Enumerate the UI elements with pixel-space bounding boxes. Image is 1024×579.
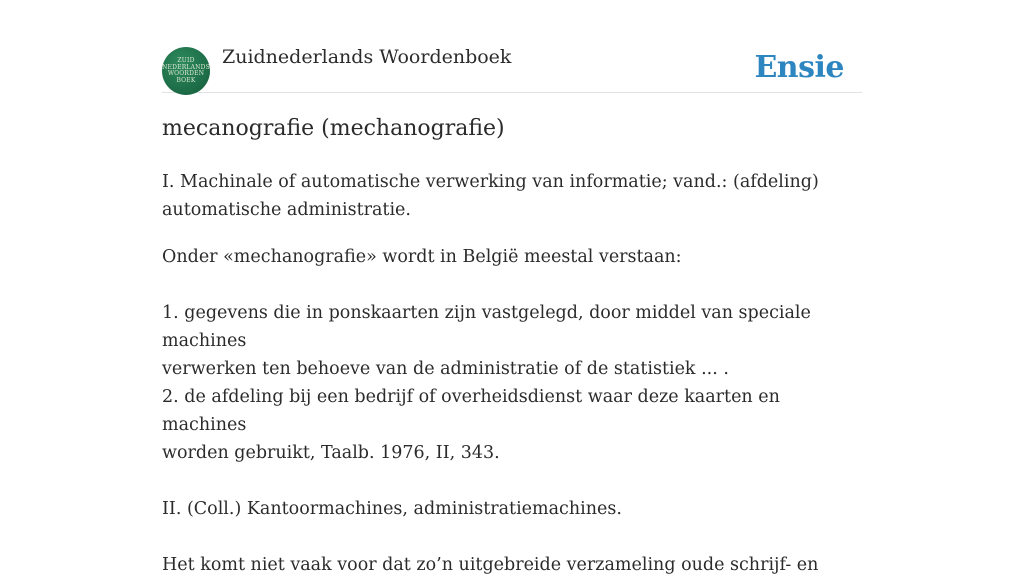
definition-1-line-2: automatische administratie. <box>162 200 411 220</box>
logo-text-line: WOORDEN <box>167 70 205 77</box>
list-item <box>162 299 862 467</box>
logo-text-line: ZUID <box>177 57 195 64</box>
item-2-line-1: 2. de afdeling bij een bedrijf of overheidsdienst waar deze kaarten en machines <box>162 387 780 435</box>
logo-text-line: BOEK <box>176 76 196 84</box>
entry-body <box>162 168 862 579</box>
intro-text: Onder «mechanografie» wordt in België meestal verstaan: <box>162 247 682 267</box>
definition-1 <box>162 168 862 224</box>
item-1-line-1: 1. gegevens die in ponskaarten zijn vastgelegd, door middel van speciale machines <box>162 303 811 351</box>
item-2-line-2: worden gebruikt, Taalb. 1976, II, 343. <box>162 443 500 463</box>
site-title[interactable]: Zuidnederlands Woordenboek <box>222 46 512 68</box>
item-1-line-2: verwerken ten behoeve van de administratie of de statistiek ... . <box>162 359 729 379</box>
site-header <box>162 44 862 93</box>
page <box>162 0 862 575</box>
logo-text-line: NEDERLANDS <box>162 63 210 71</box>
definition-2: II. (Coll.) Kantoormachines, administratiemachines. <box>162 499 622 519</box>
definition-1-line-1: I. Machinale of automatische verwerking van informatie; vand.: (afdeling) <box>162 172 819 192</box>
dictionary-logo[interactable] <box>162 47 210 95</box>
ensie-brand-logo[interactable]: Ensie <box>754 50 844 85</box>
entry-title: mecanografie (mechanografie) <box>162 116 505 141</box>
closing-text: Het komt niet vaak voor dat zo’n uitgebreide verzameling oude schrijf- en <box>162 555 819 575</box>
